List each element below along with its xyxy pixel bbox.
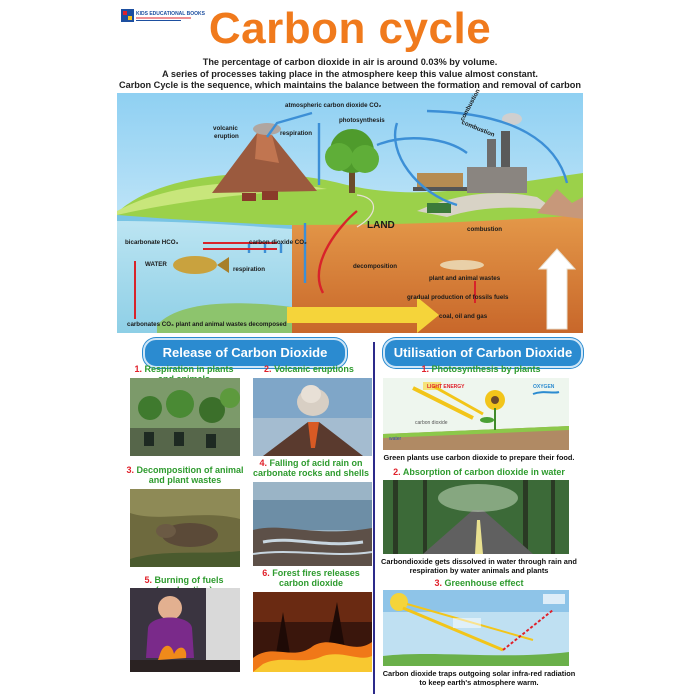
label-combustion-bottom: combustion xyxy=(467,226,503,233)
photo-acid-rain-rocks xyxy=(253,482,372,566)
release-item-5-caption: 5. Burning of fuels xyxy=(144,575,224,585)
photo-volcanic-eruption xyxy=(253,378,372,456)
release-item-6-caption: 6. Forest fires releases carbon dioxide xyxy=(262,568,360,588)
release-item-1-caption: 1. Respiration in plants xyxy=(134,364,234,374)
label-land: LAND xyxy=(367,220,395,231)
carbon-cycle-diagram xyxy=(117,88,583,333)
label-decomposition: decomposition xyxy=(353,263,398,270)
label-atmospheric-co2: atmospheric carbon dioxide CO₂ xyxy=(285,102,382,109)
intro-text: The percentage of carbon dioxide in air is around 0.03% by volume. A series of processes taking place in the atmosphere keep this value almost constant. Carbon Cycle is the sequence, which maintains the balance between the formation and removal of carbon xyxy=(118,57,582,90)
release-item-3-caption: 3. Decomposition of animal and plant wastes xyxy=(126,465,244,485)
label-photosynthesis: photosynthesis xyxy=(339,117,385,124)
utilisation-item-3-caption: 3. Greenhouse effect xyxy=(434,578,524,588)
utilisation-item-3-desc: Carbon dioxide traps outgoing solar infra-red radiation to keep earth's atmosphere warm. xyxy=(382,669,576,687)
svg-text:KIDS EDUCATIONAL BOOKS: KIDS EDUCATIONAL BOOKS xyxy=(136,11,205,17)
column-divider xyxy=(373,342,375,694)
label-respiration-top: respiration xyxy=(280,130,312,137)
utilisation-heading: Utilisation of Carbon Dioxide xyxy=(383,338,583,368)
diagram-illustration xyxy=(117,93,583,333)
utilisation-item-1-caption: 1. Photosynthesis by plants xyxy=(421,364,541,374)
label-coal: coal, oil and gas xyxy=(439,313,488,320)
label-gradual: gradual production of fossils fuels xyxy=(407,294,509,301)
label-co2-water: carbon dioxide CO₂ xyxy=(249,239,307,246)
photo-photosynthesis xyxy=(383,378,569,450)
release-item-4-caption: 4. Falling of acid rain on carbonate rocks and shells xyxy=(252,458,370,478)
label-carbonates: carbonates CO₃ plant and animal wastes decomposed xyxy=(127,321,287,328)
svg-text:LIGHT ENERGY: LIGHT ENERGY xyxy=(427,384,465,390)
release-heading: Release of Carbon Dioxide xyxy=(143,338,347,368)
photo-forest-fire xyxy=(253,592,372,672)
svg-text:OXYGEN: OXYGEN xyxy=(533,384,555,390)
label-plant-wastes: plant and animal wastes xyxy=(429,275,501,282)
photo-greenhouse-effect xyxy=(383,590,569,666)
utilisation-item-1-desc: Green plants use carbon dioxide to prepare their food. xyxy=(383,453,575,462)
label-volcanic: volcanic xyxy=(213,125,238,132)
label-water: WATER xyxy=(145,261,167,268)
photo-burning-fuels xyxy=(130,588,240,672)
label-combustion-factory: combustion xyxy=(459,88,482,123)
label-bicarbonate: bicarbonate HCO₃ xyxy=(125,239,179,246)
photo-respiration-plants xyxy=(130,378,240,456)
photo-rain-forest-road xyxy=(383,480,569,554)
label-eruption: eruption xyxy=(214,133,239,140)
label-combustion-right: combustion xyxy=(460,119,496,139)
page-title: Carbon cycle xyxy=(208,4,492,53)
release-item-2-caption: 2. Volcanic eruptions xyxy=(264,364,354,374)
svg-text:carbon dioxide: carbon dioxide xyxy=(415,420,448,426)
svg-text:water: water xyxy=(389,436,402,442)
utilisation-item-2-caption: 2. Absorption of carbon dioxide in water xyxy=(393,467,565,477)
photo-decomposition xyxy=(130,489,240,567)
utilisation-item-2-desc: Carbondioxide gets dissolved in water through rain and respiration by water animals and plants xyxy=(381,557,577,575)
label-respiration-water: respiration xyxy=(233,266,265,273)
carbon-cycle-poster xyxy=(113,0,587,700)
